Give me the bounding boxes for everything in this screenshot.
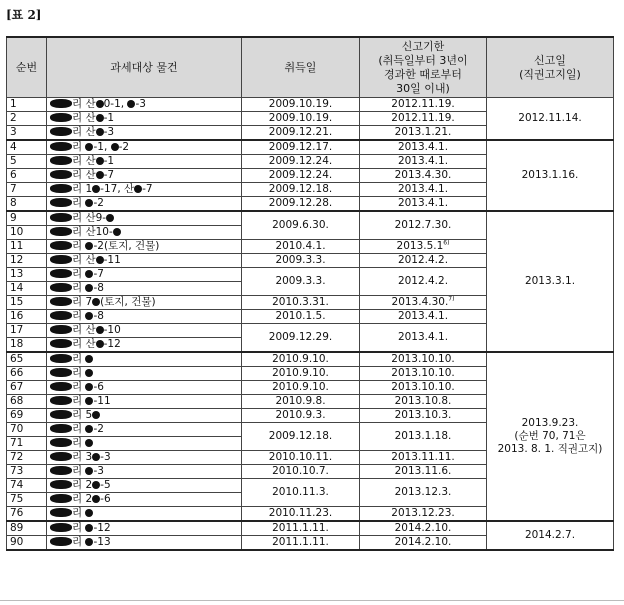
deadline-text: 2013.1.21. [394,126,452,138]
object-text: -8 [93,282,104,294]
object-text: 리 [72,353,86,365]
tax-object-table [6,36,614,551]
acquired-date: 2009.3.3. [242,268,360,296]
row-number: 72 [7,451,47,465]
redaction-mark [50,480,72,489]
object-text: 리 7 [72,296,93,308]
object-text: -11 [103,254,121,266]
deadline-text: 2013.1.18. [394,430,452,442]
object-text: 리 [72,437,86,449]
acquired-date: 2010.9.8. [242,395,360,409]
deadline-date [360,395,487,409]
redaction-mark [92,495,100,503]
row-number: 89 [7,521,47,536]
object-text: 리 [72,536,86,548]
object-cell [47,240,242,254]
deadline-text: 2013.4.1. [397,197,449,209]
row-number: 66 [7,367,47,381]
deadline-text: 2013.10.10. [391,353,455,365]
redaction-mark [113,228,121,236]
acquired-date: 2010.9.3. [242,409,360,423]
deadline-date [360,169,487,183]
table-row [7,521,614,536]
acquired-date: 2009.3.3. [242,254,360,268]
redaction-mark [50,99,72,108]
deadline-date [360,507,487,522]
acquired-date: 2010.9.10. [242,367,360,381]
deadline-text: 2013.4.30. [394,169,452,181]
object-text: -6 [100,493,111,505]
object-text: 리 산 [72,98,96,110]
object-text: 리 2 [72,493,93,505]
acquired-date: 2010.9.10. [242,352,360,367]
object-text: 리 [72,522,86,534]
object-cell [47,140,242,155]
report-date-group: 2013.3.1. [487,211,614,352]
redaction-mark [50,438,72,447]
row-number: 2 [7,112,47,126]
deadline-date [360,451,487,465]
object-cell [47,381,242,395]
deadline-date [360,536,487,551]
deadline-text: 2013.10.10. [391,381,455,393]
redaction-mark [50,297,72,306]
deadline-date [360,367,487,381]
deadline-date [360,183,487,197]
object-text: 리 [72,367,86,379]
object-text: -2 [93,423,104,435]
object-cell [47,126,242,141]
redaction-mark [50,494,72,503]
object-text: -1 [103,155,115,167]
row-number: 10 [7,226,47,240]
deadline-text: 2013.4.1. [397,141,449,153]
deadline-text: 2014.2.10. [394,536,452,548]
redaction-mark [50,382,72,391]
object-cell [47,338,242,353]
acquired-date: 2009.6.30. [242,211,360,240]
deadline-date [360,155,487,169]
redaction-mark [50,142,72,151]
object-text: 리 산 [72,155,96,167]
deadline-text: 2013.4.1. [397,183,449,195]
redaction-mark [50,508,72,517]
redaction-mark [50,339,72,348]
acquired-date: 2009.12.21. [242,126,360,141]
table-caption: [표 2] [6,8,42,22]
row-number: 67 [7,381,47,395]
acquired-date: 2010.1.5. [242,310,360,324]
object-text: -7 [103,169,115,181]
object-text: -1 [103,112,115,124]
row-number: 18 [7,338,47,353]
object-text: 리 산 [72,169,96,181]
object-text: 리 1 [72,183,93,195]
deadline-date [360,324,487,353]
acquired-date: 2010.4.1. [242,240,360,254]
deadline-text: 2013.10.3. [394,409,452,421]
object-text: -10 [103,324,121,336]
object-cell [47,296,242,310]
table-row [7,211,614,226]
redaction-mark [50,325,72,334]
row-number: 70 [7,423,47,437]
redaction-mark [134,185,142,193]
header-reported: 신고일 (직권고지일) [487,37,614,98]
row-number: 9 [7,211,47,226]
object-text: -17, 산 [100,183,135,195]
report-date-group: 2013.1.16. [487,140,614,211]
deadline-date [360,479,487,507]
object-cell [47,451,242,465]
acquired-date: 2011.1.11. [242,536,360,551]
acquired-date: 2010.3.31. [242,296,360,310]
acquired-date: 2010.10.7. [242,465,360,479]
object-cell [47,493,242,507]
row-number: 16 [7,310,47,324]
row-number: 8 [7,197,47,212]
deadline-date [360,240,487,254]
redaction-mark [96,100,104,108]
object-text: 리 [72,141,86,153]
report-date-group: 2013.9.23. (순번 70, 71은 2013. 8. 1. 직권고지) [487,352,614,521]
deadline-date [360,211,487,240]
object-text: -6 [93,381,104,393]
object-text: 리 [72,268,86,280]
object-cell [47,183,242,197]
row-number: 3 [7,126,47,141]
object-text: -3 [93,465,104,477]
object-cell [47,155,242,169]
acquired-date: 2009.12.24. [242,169,360,183]
object-cell [47,465,242,479]
deadline-text: 2013.4.1. [397,331,449,343]
acquired-date: 2010.9.10. [242,381,360,395]
table-row [7,98,614,112]
redaction-mark [96,256,104,264]
deadline-date [360,268,487,296]
redaction-mark [96,340,104,348]
object-text: 리 [72,197,86,209]
object-text: 리 산 [72,324,96,336]
redaction-mark [85,355,93,363]
deadline-date [360,140,487,155]
row-number: 1 [7,98,47,112]
row-number: 6 [7,169,47,183]
redaction-mark [92,298,100,306]
redaction-mark [96,171,104,179]
deadline-date [360,296,487,310]
object-cell [47,395,242,409]
object-cell [47,310,242,324]
object-cell [47,98,242,112]
row-number: 7 [7,183,47,197]
object-text: 리 [72,395,86,407]
report-date-group: 2012.11.14. [487,98,614,141]
acquired-date: 2010.11.23. [242,507,360,522]
row-number: 68 [7,395,47,409]
redaction-mark [96,157,104,165]
redaction-mark [92,411,100,419]
deadline-date [360,98,487,112]
redaction-mark [92,453,100,461]
redaction-mark [50,213,72,222]
deadline-date [360,465,487,479]
row-number: 76 [7,507,47,522]
object-text: 리 5 [72,409,93,421]
row-number: 73 [7,465,47,479]
deadline-text: 2013.4.1. [397,310,449,322]
report-date-group: 2014.2.7. [487,521,614,550]
redaction-mark [50,227,72,236]
object-text: -2 [93,197,104,209]
redaction-mark [50,269,72,278]
object-text: -1, [93,141,111,153]
object-text: 리 [72,507,86,519]
redaction-mark [50,537,72,546]
footnote-mark: 7) [448,295,455,303]
row-number: 12 [7,254,47,268]
object-text: -2 [118,141,130,153]
deadline-text: 2013.10.8. [394,395,452,407]
row-number: 11 [7,240,47,254]
object-cell [47,423,242,437]
header-deadline: 신고기한 (취득일부터 3년이 경과한 때로부터 30일 이내) [360,37,487,98]
row-number: 17 [7,324,47,338]
row-number: 65 [7,352,47,367]
acquired-date: 2011.1.11. [242,521,360,536]
acquired-date: 2009.12.29. [242,324,360,353]
object-text: -3 [103,126,115,138]
deadline-text: 2013.10.10. [391,367,455,379]
deadline-text: 2012.4.2. [397,275,449,287]
deadline-text: 2012.7.30. [394,219,452,231]
object-cell [47,226,242,240]
deadline-date [360,423,487,451]
object-text: -8 [93,310,104,322]
redaction-mark [85,509,93,517]
acquired-date: 2009.12.18. [242,183,360,197]
row-number: 75 [7,493,47,507]
deadline-date [360,112,487,126]
page-divider [0,600,624,601]
object-cell [47,437,242,451]
object-cell [47,197,242,212]
object-cell [47,282,242,296]
acquired-date: 2009.12.17. [242,140,360,155]
redaction-mark [50,523,72,532]
object-cell [47,409,242,423]
object-text: -11 [93,395,111,407]
object-text: -2(토지, 건물) [93,240,160,252]
redaction-mark [96,326,104,334]
object-text: 리 [72,240,86,252]
deadline-text: 2013.11.11. [391,451,455,463]
acquired-date: 2009.12.24. [242,155,360,169]
deadline-date [360,197,487,212]
object-text: -12 [103,338,121,350]
object-text: 리 산 [72,126,96,138]
redaction-mark [50,368,72,377]
deadline-date [360,254,487,268]
redaction-mark [92,185,100,193]
deadline-date [360,409,487,423]
header-row [7,37,614,98]
object-cell [47,507,242,522]
acquired-date: 2010.11.3. [242,479,360,507]
deadline-date [360,352,487,367]
deadline-text: 2012.11.19. [391,98,455,110]
header-acquired: 취득일 [242,37,360,98]
object-cell [47,324,242,338]
footnote-mark: 6) [443,239,450,247]
redaction-mark [50,396,72,405]
redaction-mark [50,184,72,193]
deadline-text: 2013.12.23. [391,507,455,519]
object-cell [47,367,242,381]
row-number: 15 [7,296,47,310]
redaction-mark [50,410,72,419]
acquired-date: 2009.12.18. [242,423,360,451]
deadline-text: 2013.5.1 [396,240,444,252]
deadline-date [360,521,487,536]
object-cell [47,536,242,551]
object-text: 리 [72,310,86,322]
redaction-mark [50,170,72,179]
table-row [7,140,614,155]
object-cell [47,254,242,268]
acquired-date: 2009.12.28. [242,197,360,212]
object-text: 리 3 [72,451,93,463]
redaction-mark [50,311,72,320]
header-object: 과세대상 물건 [47,37,242,98]
redaction-mark [50,156,72,165]
deadline-date [360,126,487,141]
deadline-date [360,310,487,324]
deadline-text: 2013.4.30. [391,296,449,308]
deadline-text: 2012.4.2. [397,254,449,266]
redaction-mark [111,143,119,151]
object-cell [47,211,242,226]
object-text: -3 [135,98,146,110]
deadline-text: 2012.11.19. [391,112,455,124]
redaction-mark [92,481,100,489]
object-text: (토지, 건물) [100,296,156,308]
object-text: 리 [72,381,86,393]
object-text: 리 산9- [72,212,107,224]
row-number: 90 [7,536,47,551]
table-row [7,352,614,367]
object-text: 리 [72,282,86,294]
object-cell [47,352,242,367]
redaction-mark [50,354,72,363]
deadline-text: 2013.4.1. [397,155,449,167]
object-text: 리 [72,423,86,435]
redaction-mark [96,114,104,122]
row-number: 74 [7,479,47,493]
redaction-mark [50,241,72,250]
deadline-text: 2014.2.10. [394,522,452,534]
row-number: 71 [7,437,47,451]
header-num: 순번 [7,37,47,98]
object-text: 리 산 [72,338,96,350]
object-cell [47,479,242,493]
redaction-mark [50,113,72,122]
table-body [7,98,614,551]
object-text: -3 [100,451,111,463]
redaction-mark [50,452,72,461]
object-cell [47,112,242,126]
row-number: 4 [7,140,47,155]
redaction-mark [85,439,93,447]
row-number: 13 [7,268,47,282]
object-text: -7 [93,268,104,280]
deadline-text: 2013.11.6. [394,465,452,477]
acquired-date: 2009.10.19. [242,98,360,112]
redaction-mark [106,214,114,222]
object-cell [47,268,242,282]
row-number: 69 [7,409,47,423]
object-cell [47,521,242,536]
object-text: -5 [100,479,111,491]
object-text: -7 [142,183,153,195]
redaction-mark [50,283,72,292]
redaction-mark [50,466,72,475]
object-text: 리 2 [72,479,93,491]
object-text: 리 [72,465,86,477]
redaction-mark [50,255,72,264]
object-cell [47,169,242,183]
redaction-mark [96,128,104,136]
acquired-date: 2009.10.19. [242,112,360,126]
object-text: 리 산 [72,254,96,266]
object-text: 리 산 [72,112,96,124]
deadline-text: 2013.12.3. [394,486,452,498]
row-number: 14 [7,282,47,296]
redaction-mark [85,369,93,377]
acquired-date: 2010.10.11. [242,451,360,465]
object-text: -12 [93,522,111,534]
object-text: 0-1, [103,98,128,110]
object-text: 리 산10- [72,226,113,238]
object-text: -13 [93,536,111,548]
redaction-mark [50,198,72,207]
deadline-date [360,381,487,395]
row-number: 5 [7,155,47,169]
redaction-mark [50,424,72,433]
redaction-mark [50,127,72,136]
